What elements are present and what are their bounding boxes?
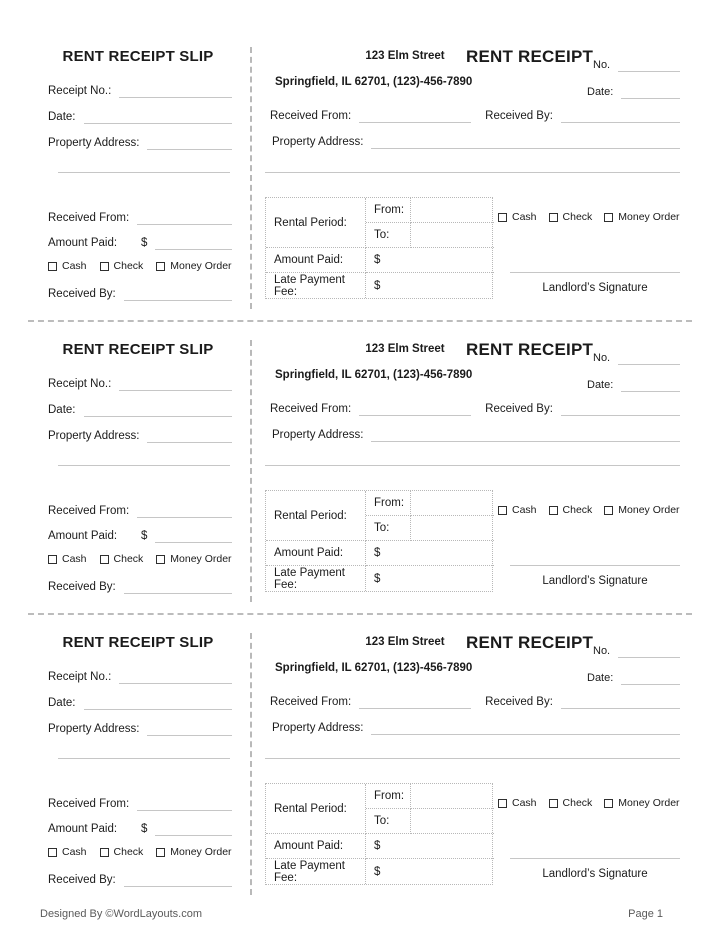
received-by-field[interactable]	[124, 874, 232, 887]
rent-receipt-main	[265, 631, 680, 906]
checkbox-icon	[156, 262, 165, 271]
to-field[interactable]	[411, 516, 494, 541]
slip-received-by-row	[48, 285, 232, 301]
property-address-label: Property Address:	[272, 722, 364, 734]
property-address-label: Property Address:	[48, 723, 140, 735]
slip-property-address-row	[48, 720, 232, 736]
received-from-label: Received From:	[48, 212, 130, 224]
check-label: Check	[562, 797, 593, 809]
rental-period-table	[265, 197, 493, 299]
slip-payment-method-row	[48, 846, 232, 858]
payment-method-row	[498, 211, 680, 223]
received-row	[270, 693, 680, 709]
money-order-checkbox[interactable]	[604, 211, 679, 223]
checkbox-icon	[604, 213, 613, 222]
slip-receipt-no-row	[48, 82, 232, 98]
received-by-label: Received By:	[485, 110, 553, 122]
no-field[interactable]	[618, 645, 680, 658]
slip-date-row	[48, 401, 232, 417]
money-order-checkbox[interactable]	[156, 846, 231, 858]
business-address-line1: 123 Elm Street	[365, 343, 445, 355]
slip-payment-method-row	[48, 553, 232, 565]
signature-label: Landlord’s Signature	[542, 868, 648, 880]
late-payment-fee-label: Late Payment Fee:	[266, 859, 366, 884]
date-label: Date:	[587, 86, 614, 98]
property-address-row	[272, 719, 680, 735]
receipt-sections	[0, 45, 720, 906]
receipt-title: RENT RECEIPT	[466, 633, 594, 652]
date-field[interactable]	[621, 86, 680, 99]
checkbox-icon	[549, 799, 558, 808]
rental-period-label: Rental Period:	[266, 491, 366, 541]
no-label: No.	[593, 352, 611, 364]
from-field[interactable]	[411, 784, 494, 809]
property-address-label: Property Address:	[48, 430, 140, 442]
received-from-label: Received From:	[48, 505, 130, 517]
receipt-date-row	[587, 669, 680, 685]
slip-amount-paid-row	[48, 820, 232, 836]
check-checkbox[interactable]	[100, 553, 144, 565]
rent-receipt-slip	[40, 45, 236, 320]
cash-checkbox[interactable]	[498, 211, 537, 223]
late-payment-fee-label: Late Payment Fee:	[266, 566, 366, 591]
business-address-line1: 123 Elm Street	[365, 636, 445, 648]
received-by-field[interactable]	[124, 288, 232, 301]
property-address-field-2[interactable]	[265, 758, 680, 759]
property-address-field-2[interactable]	[265, 465, 680, 466]
property-address-field[interactable]	[371, 136, 680, 149]
signature-label: Landlord’s Signature	[542, 282, 648, 294]
received-row	[270, 400, 680, 416]
property-address-field-2[interactable]	[58, 172, 230, 173]
amount-paid-label: Amount Paid:	[266, 541, 366, 566]
receipt-title: RENT RECEIPT	[466, 47, 594, 66]
receipt-no-label: Receipt No.:	[48, 671, 112, 683]
date-label: Date:	[587, 672, 614, 684]
amount-paid-field[interactable]: $	[366, 248, 494, 273]
to-label: To:	[366, 809, 411, 834]
no-field[interactable]	[618, 59, 680, 72]
footer-page-number: Page 1	[628, 908, 663, 920]
slip-received-by-row	[48, 578, 232, 594]
received-by-label: Received By:	[485, 403, 553, 415]
check-checkbox[interactable]	[100, 846, 144, 858]
money-order-checkbox[interactable]	[604, 797, 679, 809]
checkbox-icon	[498, 799, 507, 808]
rental-period-table	[265, 490, 493, 592]
received-from-field[interactable]	[359, 696, 471, 709]
checkbox-icon	[549, 506, 558, 515]
no-label: No.	[593, 645, 611, 657]
horizontal-cut-line	[28, 320, 692, 322]
property-address-field-2[interactable]	[265, 172, 680, 173]
rent-receipt-slip	[40, 631, 236, 906]
property-address-row	[272, 133, 680, 149]
checkbox-icon	[48, 262, 57, 271]
property-address-label: Property Address:	[48, 137, 140, 149]
received-row	[270, 107, 680, 123]
property-address-field[interactable]	[147, 723, 232, 736]
date-label: Date:	[48, 697, 76, 709]
received-by-field[interactable]	[561, 403, 680, 416]
cash-checkbox[interactable]	[498, 797, 537, 809]
cash-checkbox[interactable]	[48, 846, 87, 858]
money-order-label: Money Order	[618, 797, 680, 809]
money-order-label: Money Order	[170, 553, 232, 565]
slip-receipt-no-row	[48, 668, 232, 684]
slip-property-address-row	[48, 427, 232, 443]
date-field[interactable]	[84, 697, 233, 710]
checkbox-icon	[100, 555, 109, 564]
cash-checkbox[interactable]	[48, 260, 87, 272]
cash-label: Cash	[512, 504, 537, 516]
currency-symbol: $	[141, 823, 148, 835]
property-address-label: Property Address:	[272, 136, 364, 148]
date-field[interactable]	[621, 379, 680, 392]
property-address-field-2[interactable]	[58, 758, 230, 759]
received-from-label: Received From:	[270, 110, 352, 122]
property-address-label: Property Address:	[272, 429, 364, 441]
vertical-cut-line	[250, 47, 252, 309]
rental-period-table	[265, 783, 493, 885]
receipt-section	[0, 631, 720, 906]
vertical-cut-line	[250, 340, 252, 602]
received-by-label: Received By:	[48, 874, 116, 886]
checkbox-icon	[549, 213, 558, 222]
received-from-label: Received From:	[48, 798, 130, 810]
check-checkbox[interactable]	[549, 211, 593, 223]
business-address-line2: Springfield, IL 62701, (123)-456-7890	[275, 369, 473, 381]
amount-paid-field[interactable]	[155, 237, 232, 250]
check-checkbox[interactable]	[549, 797, 593, 809]
received-from-field[interactable]	[359, 403, 471, 416]
slip-property-address-row	[48, 134, 232, 150]
no-label: No.	[593, 59, 611, 71]
money-order-label: Money Order	[170, 846, 232, 858]
check-label: Check	[113, 553, 144, 565]
date-field[interactable]	[84, 404, 233, 417]
receipt-no-row	[593, 349, 680, 365]
money-order-label: Money Order	[170, 260, 232, 272]
amount-paid-label: Amount Paid:	[48, 530, 118, 542]
amount-paid-label: Amount Paid:	[266, 248, 366, 273]
slip-received-from-row	[48, 502, 232, 518]
currency-symbol: $	[141, 530, 148, 542]
receipt-title: RENT RECEIPT	[466, 340, 594, 359]
receipt-no-field[interactable]	[119, 85, 232, 98]
check-checkbox[interactable]	[100, 260, 144, 272]
date-label: Date:	[48, 404, 76, 416]
no-field[interactable]	[618, 352, 680, 365]
to-field[interactable]	[411, 223, 494, 248]
late-payment-fee-label: Late Payment Fee:	[266, 273, 366, 298]
money-order-label: Money Order	[618, 504, 680, 516]
signature-label: Landlord’s Signature	[542, 575, 648, 587]
received-from-label: Received From:	[270, 696, 352, 708]
payment-method-row	[498, 504, 680, 516]
rent-receipt-main	[265, 338, 680, 613]
property-address-field-2[interactable]	[58, 465, 230, 466]
to-field[interactable]	[411, 809, 494, 834]
slip-title: RENT RECEIPT SLIP	[62, 48, 214, 65]
checkbox-icon	[100, 848, 109, 857]
money-order-checkbox[interactable]	[604, 504, 679, 516]
horizontal-cut-line	[28, 613, 692, 615]
rent-receipt-main	[265, 45, 680, 320]
check-checkbox[interactable]	[549, 504, 593, 516]
received-by-label: Received By:	[48, 288, 116, 300]
cash-label: Cash	[512, 797, 537, 809]
checkbox-icon	[604, 506, 613, 515]
slip-received-from-row	[48, 795, 232, 811]
slip-title: RENT RECEIPT SLIP	[62, 341, 214, 358]
money-order-checkbox[interactable]	[156, 260, 231, 272]
amount-paid-field[interactable]: $	[366, 834, 494, 859]
cash-label: Cash	[512, 211, 537, 223]
cash-label: Cash	[62, 846, 87, 858]
signature-field[interactable]	[510, 272, 680, 273]
footer-credit: Designed By ©WordLayouts.com	[40, 908, 202, 920]
receipt-no-row	[593, 56, 680, 72]
business-address-line2: Springfield, IL 62701, (123)-456-7890	[275, 662, 473, 674]
property-address-row	[272, 426, 680, 442]
receipt-section	[0, 45, 720, 320]
checkbox-icon	[156, 555, 165, 564]
received-from-field[interactable]	[137, 212, 232, 225]
receipt-no-label: Receipt No.:	[48, 85, 112, 97]
property-address-field[interactable]	[371, 429, 680, 442]
slip-title: RENT RECEIPT SLIP	[62, 634, 214, 651]
receipt-no-field[interactable]	[119, 671, 232, 684]
receipt-date-row	[587, 376, 680, 392]
money-order-checkbox[interactable]	[156, 553, 231, 565]
slip-amount-paid-row	[48, 234, 232, 250]
cash-checkbox[interactable]	[498, 504, 537, 516]
checkbox-icon	[498, 506, 507, 515]
received-from-label: Received From:	[270, 403, 352, 415]
cash-label: Cash	[62, 260, 87, 272]
late-payment-fee-field[interactable]: $	[374, 572, 381, 585]
rent-receipt-slip	[40, 338, 236, 613]
amount-paid-field[interactable]: $	[366, 541, 494, 566]
receipt-no-label: Receipt No.:	[48, 378, 112, 390]
checkbox-icon	[48, 555, 57, 564]
business-address-line2: Springfield, IL 62701, (123)-456-7890	[275, 76, 473, 88]
property-address-field[interactable]	[147, 137, 232, 150]
slip-date-row	[48, 108, 232, 124]
to-label: To:	[366, 223, 411, 248]
from-label: From:	[366, 491, 411, 516]
cash-label: Cash	[62, 553, 87, 565]
from-label: From:	[366, 784, 411, 809]
page-footer	[0, 908, 720, 920]
amount-paid-label: Amount Paid:	[48, 823, 118, 835]
property-address-field[interactable]	[371, 722, 680, 735]
from-field[interactable]	[411, 198, 494, 223]
received-by-label: Received By:	[48, 581, 116, 593]
slip-received-by-row	[48, 871, 232, 887]
received-from-field[interactable]	[359, 110, 471, 123]
property-address-field[interactable]	[147, 430, 232, 443]
slip-amount-paid-row	[48, 527, 232, 543]
received-by-field[interactable]	[561, 696, 680, 709]
amount-paid-label: Amount Paid:	[48, 237, 118, 249]
checkbox-icon	[498, 213, 507, 222]
date-field[interactable]	[621, 672, 680, 685]
amount-paid-field[interactable]	[155, 530, 232, 543]
from-label: From:	[366, 198, 411, 223]
vertical-cut-line	[250, 633, 252, 895]
date-field[interactable]	[84, 111, 233, 124]
payment-method-row	[498, 797, 680, 809]
to-label: To:	[366, 516, 411, 541]
slip-received-from-row	[48, 209, 232, 225]
cash-checkbox[interactable]	[48, 553, 87, 565]
money-order-label: Money Order	[618, 211, 680, 223]
late-payment-fee-field[interactable]: $	[374, 865, 381, 878]
late-payment-fee-field[interactable]: $	[374, 279, 381, 292]
receipt-no-field[interactable]	[119, 378, 232, 391]
received-from-field[interactable]	[137, 505, 232, 518]
check-label: Check	[562, 504, 593, 516]
from-field[interactable]	[411, 491, 494, 516]
check-label: Check	[113, 846, 144, 858]
received-by-field[interactable]	[561, 110, 680, 123]
amount-paid-label: Amount Paid:	[266, 834, 366, 859]
slip-payment-method-row	[48, 260, 232, 272]
checkbox-icon	[604, 799, 613, 808]
received-by-field[interactable]	[124, 581, 232, 594]
business-address-line1: 123 Elm Street	[365, 50, 445, 62]
receipt-no-row	[593, 642, 680, 658]
receipt-date-row	[587, 83, 680, 99]
received-from-field[interactable]	[137, 798, 232, 811]
slip-receipt-no-row	[48, 375, 232, 391]
currency-symbol: $	[141, 237, 148, 249]
receipt-section	[0, 338, 720, 613]
check-label: Check	[562, 211, 593, 223]
slip-date-row	[48, 694, 232, 710]
date-label: Date:	[48, 111, 76, 123]
checkbox-icon	[100, 262, 109, 271]
check-label: Check	[113, 260, 144, 272]
signature-field[interactable]	[510, 565, 680, 566]
amount-paid-field[interactable]	[155, 823, 232, 836]
rental-period-label: Rental Period:	[266, 784, 366, 834]
checkbox-icon	[48, 848, 57, 857]
date-label: Date:	[587, 379, 614, 391]
checkbox-icon	[156, 848, 165, 857]
rental-period-label: Rental Period:	[266, 198, 366, 248]
signature-field[interactable]	[510, 858, 680, 859]
received-by-label: Received By:	[485, 696, 553, 708]
